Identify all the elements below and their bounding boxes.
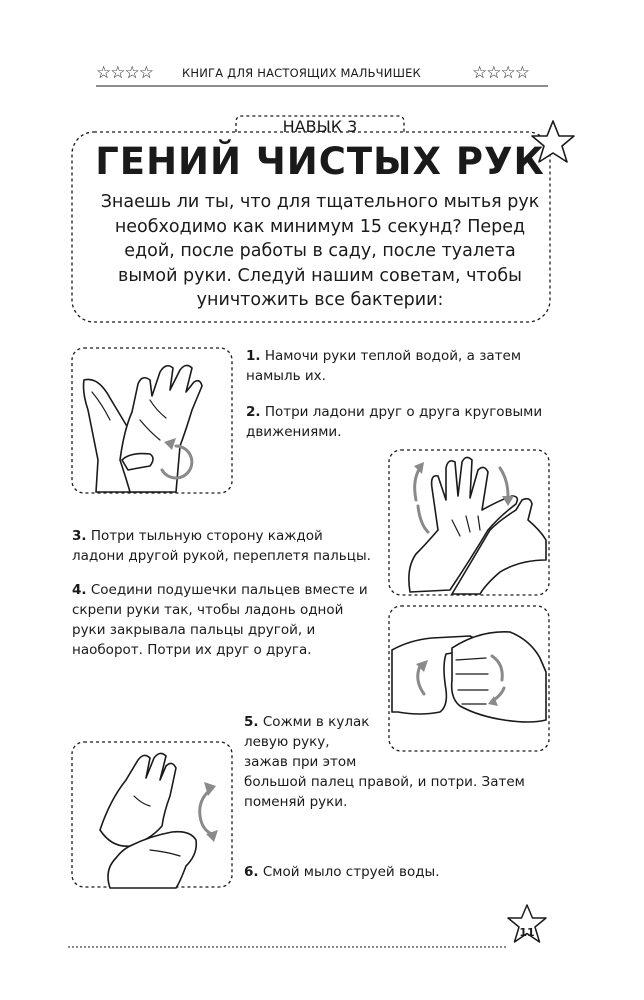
step-5 xyxy=(244,712,544,812)
step-line: Потри тыльную сторону каждой xyxy=(90,528,323,544)
step-line: Сожми в кулак xyxy=(262,714,370,730)
step-2 xyxy=(246,402,566,442)
step-number: 5. xyxy=(244,714,259,730)
step-number: 1. xyxy=(246,348,261,364)
step-line: наоборот. Потри их друг о друга. xyxy=(72,642,312,658)
step-line: движениями. xyxy=(246,424,342,440)
step-4 xyxy=(72,580,382,660)
step-line: зажав при этом xyxy=(244,754,357,770)
step-line: Потри ладони друг о друга круговыми xyxy=(264,404,543,420)
hands-rub-palms-illustration xyxy=(84,365,203,492)
header-stars-left: ☆☆☆☆ xyxy=(96,63,153,83)
step-line: намыль их. xyxy=(246,368,326,384)
step-3 xyxy=(72,526,382,566)
step-6 xyxy=(244,862,544,882)
step-number: 6. xyxy=(244,864,259,880)
step-line: левую руку, xyxy=(244,734,330,750)
step-line: большой палец правой, и потри. Затем xyxy=(244,774,525,790)
step-line: Соедини подушечки пальцев вместе и xyxy=(90,582,368,598)
hands-interlace-illustration xyxy=(409,457,546,594)
hands-thumb-rub-illustration xyxy=(100,753,218,888)
step-line: скрепи руки так, чтобы ладонь одной xyxy=(72,602,344,618)
page-title: ГЕНИЙ ЧИСТЫХ РУК xyxy=(95,140,545,183)
page-number: 11 xyxy=(519,926,535,939)
step-line: Намочи руки теплой водой, а затем xyxy=(264,348,521,364)
step-line: поменяй руки. xyxy=(244,794,348,810)
step-line: ладони другой рукой, переплетя пальцы. xyxy=(72,548,371,564)
step-number: 4. xyxy=(72,582,87,598)
step-line: Смой мыло струей воды. xyxy=(262,864,440,880)
header-stars-right: ☆☆☆☆ xyxy=(472,63,529,83)
step-number: 3. xyxy=(72,528,87,544)
intro-text: Знаешь ли ты, что для тщательного мытья рук необходимо как минимум 15 секунд? Перед едой, после работы в саду, после туалета вымой руки. Следуй нашим советам, чтобы уничтожить все бактерии: xyxy=(100,192,540,310)
hands-fingertips-illustration xyxy=(392,632,546,722)
step-1 xyxy=(246,346,546,386)
step-number: 2. xyxy=(246,404,261,420)
step-line: руки закрывала пальцы другой, и xyxy=(72,622,316,638)
book-title: КНИГА ДЛЯ НАСТОЯЩИХ МАЛЬЧИШЕК xyxy=(182,66,421,80)
skill-label: НАВЫК 3 xyxy=(282,117,358,136)
